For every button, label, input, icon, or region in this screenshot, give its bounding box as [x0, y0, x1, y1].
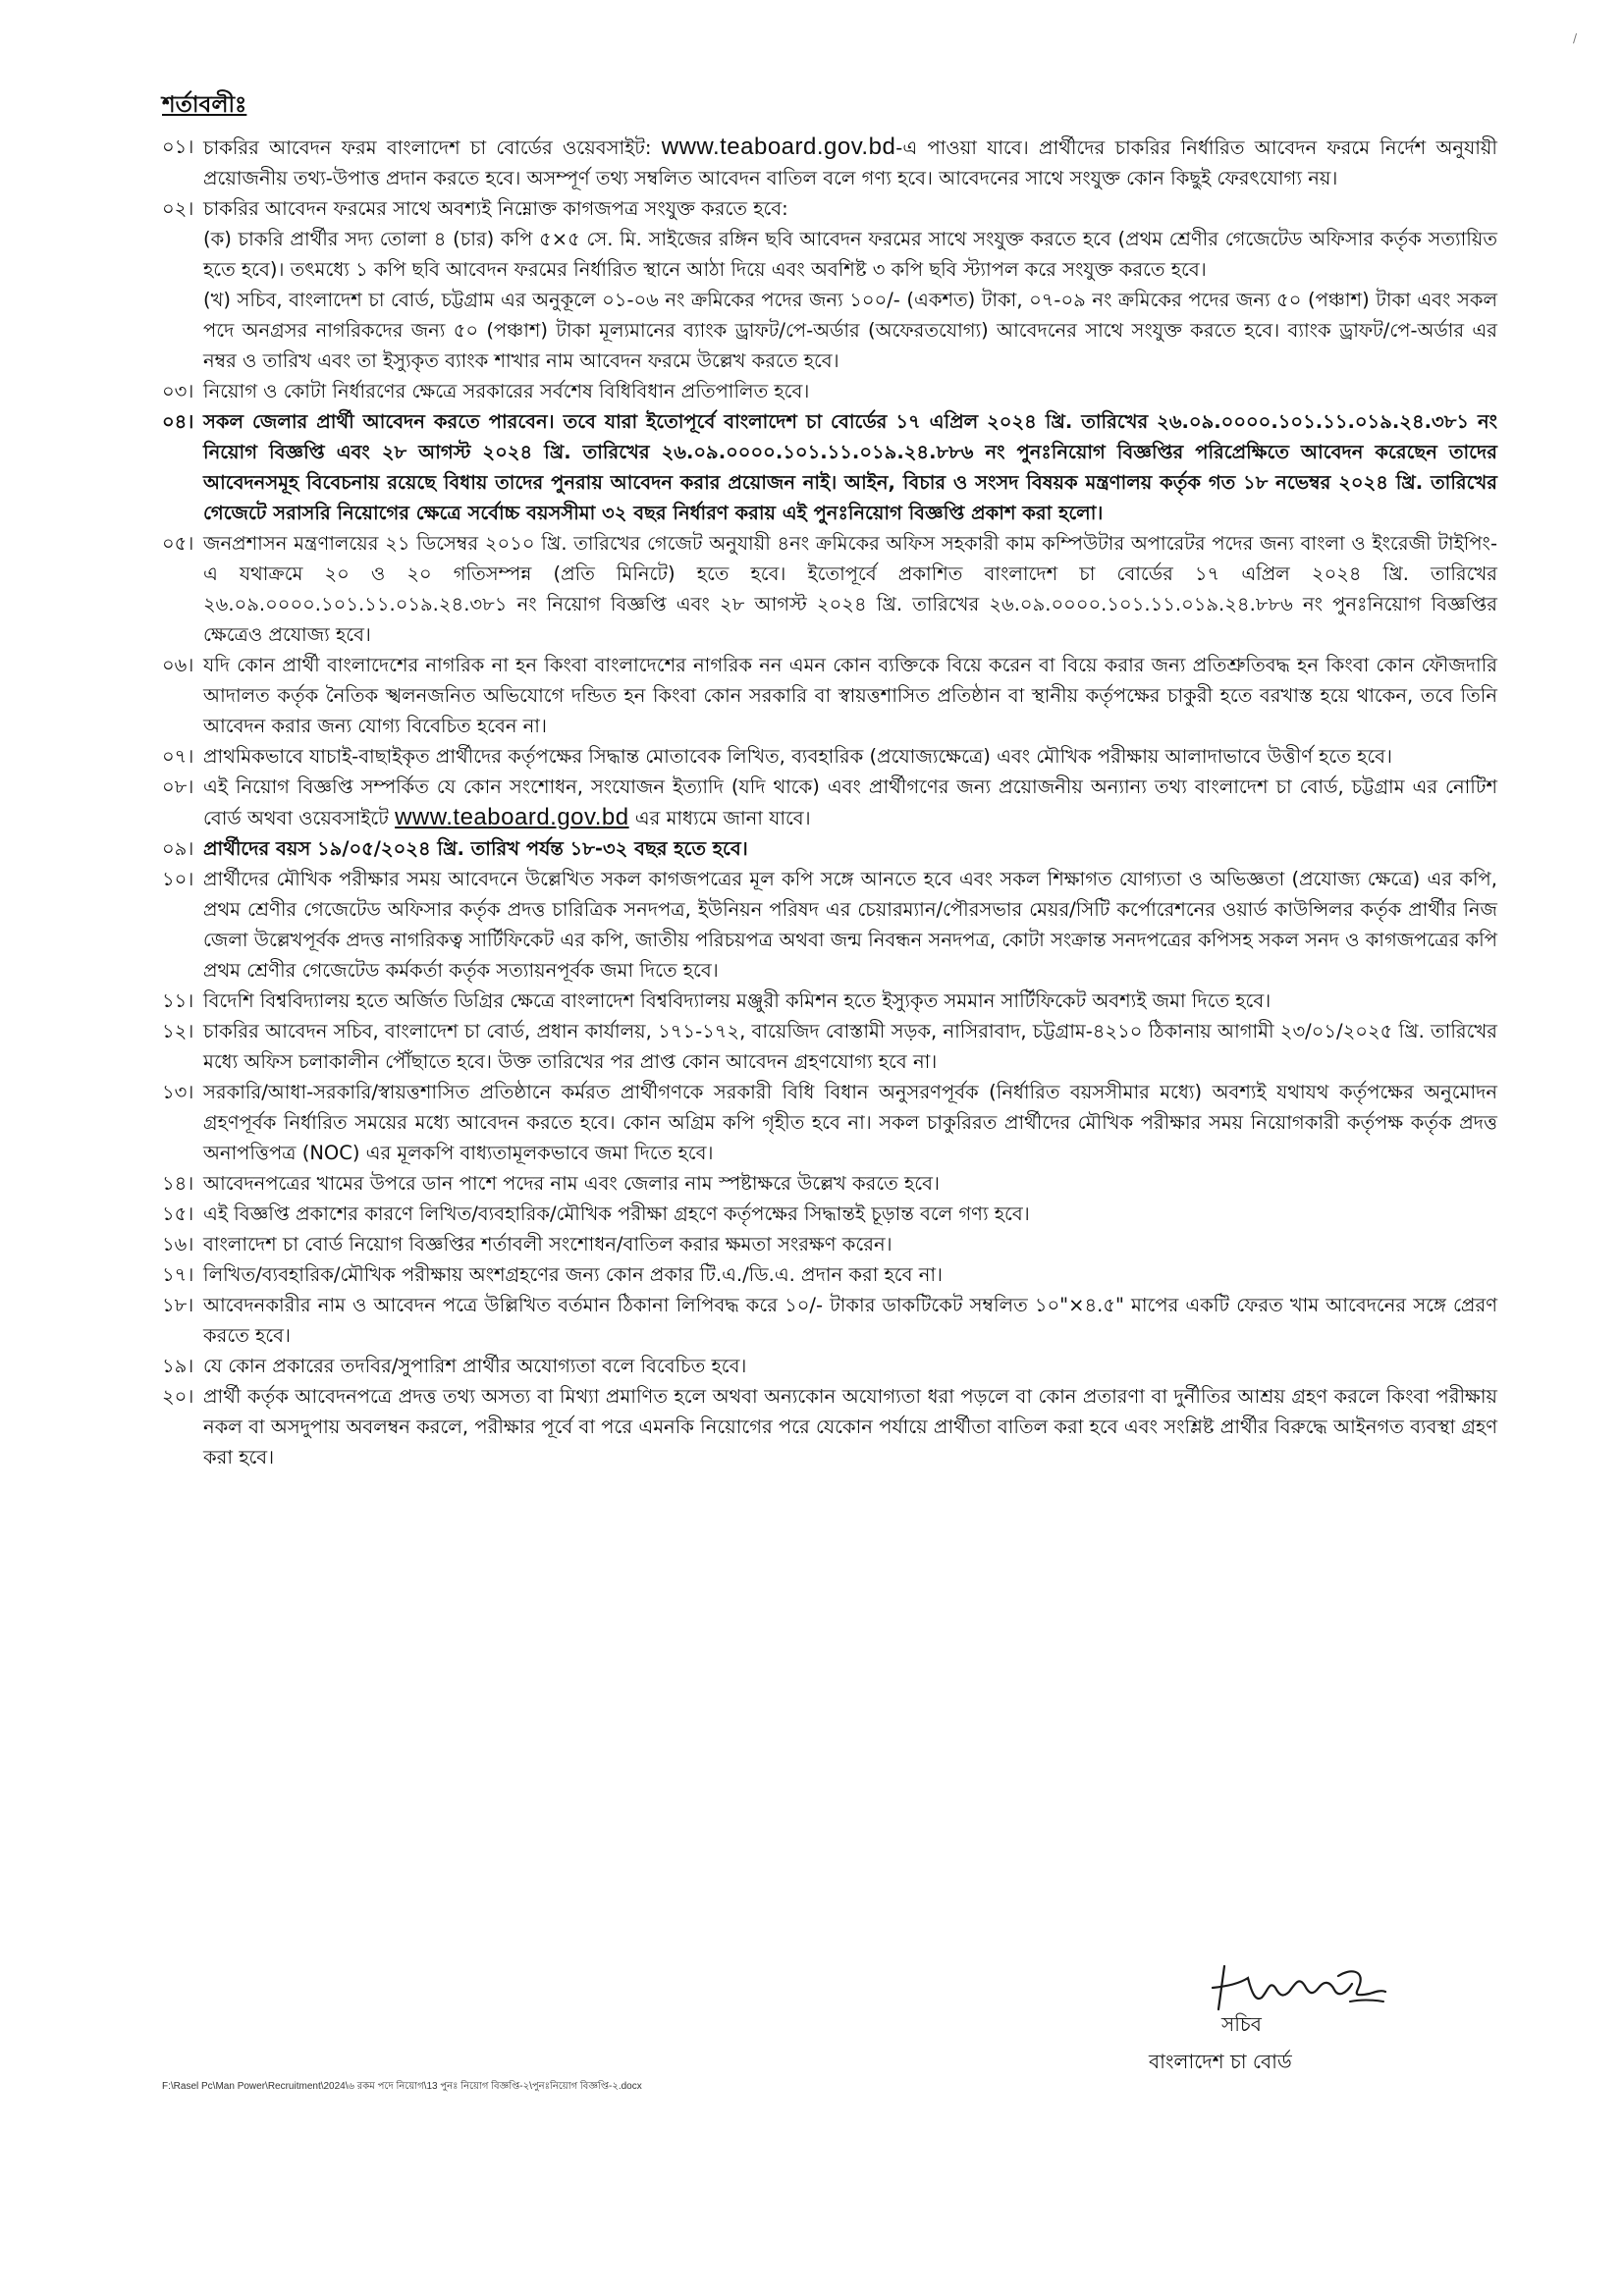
term-text: সকল জেলার প্রার্থী আবেদন করতে পারবেন। তবে যারা ইতোপূর্বে বাংলাদেশ চা বোর্ডের ১৭ এপ্রিল ২০২৪ খ্রি. তারিখের ২৬.০৯.০০০০.১০১.১১.০১৯.২৪.৩৮১ নং নিয়োগ বিজ্ঞপ্তি এবং ২৮ আগস্ট ২০২৪ খ্রি. তারিখের ২৬.০৯.০০০০.১০১.১১.০১৯.২৪.৮৮৬ নং পুনঃনিয়োগ বিজ্ঞপ্তির পরিপ্রেক্ষিতে আবেদন করেছেন তাদের আবেদনসমূহ বিবেচনায় রয়েছে বিধায় তাদের পুনরায় আবেদন করার প্রয়োজন নাই। আইন, বিচার ও সংসদ বিষয়ক মন্ত্রণালয় কর্তৃক গত ১৮ নভেম্বর ২০২৪ খ্রি. তারিখের গেজেটে সরাসরি নিয়োগের ক্ষেত্রে সর্বোচ্চ বয়সসীমা ৩২ বছর নির্ধারণ করায় এই পুনঃনিয়োগ বিজ্ঞপ্তি প্রকাশ করা হলো।: [203, 410, 1497, 524]
signatory-organization: বাংলাদেশ চা বোর্ড: [1149, 2050, 1292, 2073]
term-item-01: [162, 132, 1497, 193]
term-text: প্রার্থী কর্তৃক আবেদনপত্রে প্রদত্ত তথ্য অসত্য বা মিথ্যা প্রমাণিত হলে অথবা অন্যকোন অযোগ্যতা ধরা পড়লে বা কোন প্রতারণা বা দুর্নীতির আশ্রয় গ্রহণ করলে কিংবা পরীক্ষায় নকল বা অসদুপায় অবলম্বন করলে, পরীক্ষার পূর্বে বা পরে এমনকি নিয়োগের পরে যেকোন পর্যায়ে প্রার্থীতা বাতিল করা হবে এবং সংশ্লিষ্ট প্রার্থীর বিরুদ্ধে আইনগত ব্যবস্থা গ্রহণ করা হবে।: [203, 1385, 1498, 1468]
term-text: নিয়োগ ও কোটা নির্ধারণের ক্ষেত্রে সরকারের সর্বশেষ বিধিবিধান প্রতিপালিত হবে।: [203, 380, 810, 402]
term-item-07: [162, 741, 1497, 772]
term-item-10: [162, 864, 1497, 986]
term-text: প্রাথমিকভাবে যাচাই-বাছাইকৃত প্রার্থীদের কর্তৃপক্ষের সিদ্ধান্ত মোতাবেক লিখিত, ব্যবহারিক (প্রযোজ্যক্ষেত্রে) এবং মৌখিক পরীক্ষায় আলাদাভাবে উত্তীর্ণ হতে হবে।: [203, 745, 1392, 768]
term-text: চাকরির আবেদন সচিব, বাংলাদেশ চা বোর্ড, প্রধান কার্যালয়, ১৭১-১৭২, বায়েজিদ বোস্তামী সড়ক, নাসিরাবাদ, চট্টগ্রাম-৪২১০ ঠিকানায় আগামী ২৩/০১/২০২৫ খ্রি. তারিখের মধ্যে অফিস চলাকালীন পৌঁছাতে হবে। উক্ত তারিখের পর প্রাপ্ত কোন আবেদন গ্রহণযোগ্য হবে না।: [203, 1020, 1497, 1073]
term-item-04: [162, 406, 1497, 528]
term-number: ১৭।: [162, 1263, 194, 1286]
term-text: [203, 775, 1497, 829]
term-item-03: [162, 376, 1497, 406]
term-item-14: [162, 1168, 1497, 1199]
footer-file-path: F:\Rasel Pc\Man Power\Recruitment\2024\৬ রকম পদে নিয়োগ\13 পুনঃ নিয়োগ বিজ্ঞপ্তি-২\পুনঃনিয়োগ বিজ্ঞপ্তি-২.docx: [162, 2081, 642, 2092]
term-item-13: [162, 1077, 1497, 1168]
term-text: প্রার্থীদের মৌখিক পরীক্ষার সময় আবেদনে উল্লেখিত সকল কাগজপত্রের মূল কপি সঙ্গে আনতে হবে এবং সকল শিক্ষাগত যোগ্যতা ও অভিজ্ঞতা (প্রযোজ্য ক্ষেত্রে) এর কপি, প্রথম শ্রেণীর গেজেটেড অফিসার কর্তৃক প্রদত্ত চারিত্রিক সনদপত্র, ইউনিয়ন পরিষদ এর চেয়ারম্যান/পৌরসভার মেয়র/সিটি কর্পোরেশনের ওয়ার্ড কাউন্সিলর কর্তৃক প্রার্থীর নিজ জেলা উল্লেখপূর্বক প্রদত্ত নাগরিকত্ব সার্টিফিকেট এর কপি, জাতীয় পরিচয়পত্র অথবা জন্ম নিবন্ধন সনদপত্র, কোটা সংক্রান্ত সনদপত্রের কপিসহ সকল সনদ ও কাগজপত্রের কপি প্রথম শ্রেণীর গেজেটেড কর্মকর্তা কর্তৃক সত্যায়নপূর্বক জমা দিতে হবে।: [203, 868, 1497, 982]
term-number: ১১।: [162, 989, 194, 1012]
terms-heading: শর্তাবলীঃ: [162, 92, 247, 118]
term-number: ০৮।: [162, 775, 194, 798]
term-text: চাকরির আবেদন ফরমের সাথে অবশ্যই নিম্নোক্ত কাগজপত্র সংযুক্ত করতে হবে:: [203, 197, 788, 220]
term-number: ০২।: [162, 197, 194, 220]
corner-mark: /: [1573, 31, 1578, 45]
term-text: আবেদনকারীর নাম ও আবেদন পত্রে উল্লিখিত বর্তমান ঠিকানা লিপিবদ্ধ করে ১০/- টাকার ডাকটিকেট সম্বলিত ১০"×৪.৫" মাপের একটি ফেরত খাম আবেদনের সঙ্গে প্রেরণ করতে হবে।: [203, 1294, 1497, 1347]
website-link[interactable]: www.teaboard.gov.bd: [395, 804, 629, 830]
term-text: [203, 133, 1497, 189]
term-number: ০৫।: [162, 532, 194, 555]
term-number: ০৩।: [162, 380, 194, 402]
term-text: জনপ্রশাসন মন্ত্রণালয়ের ২১ ডিসেম্বর ২০১০ খ্রি. তারিখের গেজেট অনুযায়ী ৪নং ক্রমিকের অফিস সহকারী কাম কম্পিউটার অপারেটর পদের জন্য বাংলা ও ইংরেজী টাইপিং-এ যথাক্রমে ২০ ও ২০ গতিসম্পন্ন (প্রতি মিনিটে) হতে হবে। ইতোপূর্বে প্রকাশিত বাংলাদেশ চা বোর্ডের ১৭ এপ্রিল ২০২৪ খ্রি. তারিখের ২৬.০৯.০০০০.১০১.১১.০১৯.২৪.৩৮১ নং নিয়োগ বিজ্ঞপ্তি এবং ২৮ আগস্ট ২০২৪ খ্রি. তারিখের ২৬.০৯.০০০০.১০১.১১.০১৯.২৪.৮৮৬ নং পুনঃনিয়োগ বিজ্ঞপ্তির ক্ষেত্রেও প্রযোজ্য হবে।: [203, 532, 1497, 646]
term-item-11: [162, 986, 1497, 1016]
term-item-19: [162, 1351, 1497, 1381]
term-text-part: এর মাধ্যমে জানা যাবে।: [628, 807, 811, 829]
term-item-05: [162, 528, 1497, 650]
term-text: সরকারি/আধা-সরকারি/স্বায়ত্তশাসিত প্রতিষ্ঠানে কর্মরত প্রার্থীগণকে সরকারী বিধি বিধান অনুসরণপূর্বক (নির্ধারিত বয়সসীমার মধ্যে) অবশ্যই যথাযথ কর্তৃপক্ষের অনুমোদন গ্রহণপূর্বক নির্ধারিত সময়ের মধ্যে আবেদন করতে হবে। কোন অগ্রিম কপি গৃহীত হবে না। সকল চাকুরিরত প্রার্থীদের মৌখিক পরীক্ষার সময় নিয়োগকারী কর্তৃপক্ষ কর্তৃক প্রদত্ত অনাপত্তিপত্র (NOC) এর মূলকপি বাধ্যতামূলকভাবে জমা দিতে হবে।: [203, 1081, 1497, 1164]
term-text: যদি কোন প্রার্থী বাংলাদেশের নাগরিক না হন কিংবা বাংলাদেশের নাগরিক নন এমন কোন ব্যক্তিকে বিয়ে করেন বা বিয়ে করার জন্য প্রতিশ্রুতিবদ্ধ হন কিংবা কোন ফৌজদারি আদালত কর্তৃক নৈতিক স্খলনজনিত অভিযোগে দন্ডিত হন কিংবা কোন সরকারি বা স্বায়ত্তশাসিত প্রতিষ্ঠান বা স্থানীয় কর্তৃপক্ষের চাকুরী হতে বরখাস্ত হয়ে থাকেন, তবে তিনি আবেদন করার জন্য যোগ্য বিবেচিত হবেন না।: [203, 654, 1497, 737]
term-text-part: এই নিয়োগ বিজ্ঞপ্তি সম্পর্কিত যে কোন সংশোধন, সংযোজন ইত্যাদি (যদি থাকে) এবং প্রার্থীগণের জন্য প্রয়োজনীয় অন্যান্য তথ্য বাংলাদেশ চা বোর্ড, চট্টগ্রাম এর নোটিশ বোর্ড অথবা ওয়েবসাইটে: [203, 775, 1497, 829]
term-text: লিখিত/ব্যবহারিক/মৌখিক পরীক্ষায় অংশগ্রহণের জন্য কোন প্রকার টি.এ./ডি.এ. প্রদান করা হবে না।: [203, 1263, 943, 1286]
term-number: ০৬।: [162, 654, 194, 676]
term-text-part: -এ পাওয়া যাবে। প্রার্থীদের চাকরির নির্ধারিত আবেদন ফরমে নির্দেশ অনুযায়ী প্রয়োজনীয় তথ্য-উপাত্ত প্রদান করতে হবে। অসম্পূর্ণ তথ্য সম্বলিত আবেদন বাতিল বলে গণ্য হবে। আবেদনের সাথে সংযুক্ত কোন কিছুই ফেরৎযোগ্য নয়।: [203, 136, 1497, 189]
term-text: যে কোন প্রকারের তদবির/সুপারিশ প্রার্থীর অযোগ্যতা বলে বিবেচিত হবে।: [203, 1355, 747, 1377]
term-number: ১৯।: [162, 1355, 194, 1377]
term-item-20: [162, 1381, 1497, 1472]
term-text: বাংলাদেশ চা বোর্ড নিয়োগ বিজ্ঞপ্তির শর্তাবলী সংশোধন/বাতিল করার ক্ষমতা সংরক্ষণ করেন।: [203, 1233, 893, 1255]
term-number: ১৪।: [162, 1172, 194, 1195]
term-item-09: [162, 833, 1497, 864]
term-item-12: [162, 1016, 1497, 1077]
term-item-16: [162, 1229, 1497, 1259]
signatory-title: সচিব: [1221, 2012, 1262, 2036]
term-item-18: [162, 1290, 1497, 1351]
term-number: ১০।: [162, 868, 194, 890]
term-number: ০৯।: [162, 837, 194, 860]
term-number: ১৬।: [162, 1233, 194, 1255]
term-text: এই বিজ্ঞপ্তি প্রকাশের কারণে লিখিত/ব্যবহারিক/মৌখিক পরীক্ষা গ্রহণে কর্তৃপক্ষের সিদ্ধান্তই চূড়ান্ত বলে গণ্য হবে।: [203, 1202, 1030, 1225]
term-sub-kha: (খ) সচিব, বাংলাদেশ চা বোর্ড, চট্টগ্রাম এর অনুকূলে ০১-০৬ নং ক্রমিকের পদের জন্য ১০০/- (একশত) টাকা, ০৭-০৯ নং ক্রমিকের পদের জন্য ৫০ (পঞ্চাশ) টাকা এবং সকল পদে অনগ্রসর নাগরিকদের জন্য ৫০ (পঞ্চাশ) টাকা মূল্যমানের ব্যাংক ড্রাফট/পে-অর্ডার (অফেরতযোগ্য) আবেদনের সাথে সংযুক্ত করতে হবে। ব্যাংক ড্রাফট/পে-অর্ডার এর নম্বর ও তারিখ এবং তা ইস্যুকৃত ব্যাংক শাখার নাম আবেদন ফরমে উল্লেখ করতে হবে।: [203, 289, 1497, 372]
term-item-06: [162, 650, 1497, 741]
handwritten-signature: [1203, 1958, 1389, 2017]
term-sub-ka: (ক) চাকরি প্রার্থীর সদ্য তোলা ৪ (চার) কপি ৫×৫ সে. মি. সাইজের রঙ্গিন ছবি আবেদন ফরমের সাথে সংযুক্ত করতে হবে (প্রথম শ্রেণীর গেজেটেড অফিসার কর্তৃক সত্যায়িত হতে হবে)। তৎমধ্যে ১ কপি ছবি আবেদন ফরমের নির্ধারিত স্থানে আঠা দিয়ে এবং অবশিষ্ট ৩ কপি ছবি স্ট্যাপল করে সংযুক্ত করতে হবে।: [203, 228, 1497, 281]
term-number: ০১।: [162, 135, 194, 158]
term-item-17: [162, 1259, 1497, 1290]
term-item-02: [162, 193, 1497, 376]
terms-document: [162, 90, 1497, 1472]
term-number: ১৮।: [162, 1294, 194, 1316]
term-item-15: [162, 1199, 1497, 1229]
term-number: ২০।: [162, 1385, 194, 1408]
term-number: ০৭।: [162, 745, 194, 768]
website-link[interactable]: www.teaboard.gov.bd: [661, 133, 896, 160]
term-text-part: চাকরির আবেদন ফরম বাংলাদেশ চা বোর্ডের ওয়েবসাইট:: [203, 136, 652, 159]
term-item-08: [162, 772, 1497, 833]
term-text: আবেদনপত্রের খামের উপরে ডান পাশে পদের নাম এবং জেলার নাম স্পষ্টাক্ষরে উল্লেখ করতে হবে।: [203, 1172, 940, 1195]
term-number: ১৩।: [162, 1081, 194, 1103]
term-text: বিদেশি বিশ্ববিদ্যালয় হতে অর্জিত ডিগ্রির ক্ষেত্রে বাংলাদেশ বিশ্ববিদ্যালয় মঞ্জুরী কমিশন হতে ইস্যুকৃত সমমান সার্টিফিকেট অবশ্যই জমা দিতে হবে।: [203, 989, 1271, 1012]
term-number: ১৫।: [162, 1202, 194, 1225]
term-text: প্রার্থীদের বয়স ১৯/০৫/২০২৪ খ্রি. তারিখ পর্যন্ত ১৮-৩২ বছর হতে হবে।: [203, 837, 748, 860]
term-number: ১২।: [162, 1020, 194, 1042]
term-number: ০৪।: [162, 410, 194, 433]
